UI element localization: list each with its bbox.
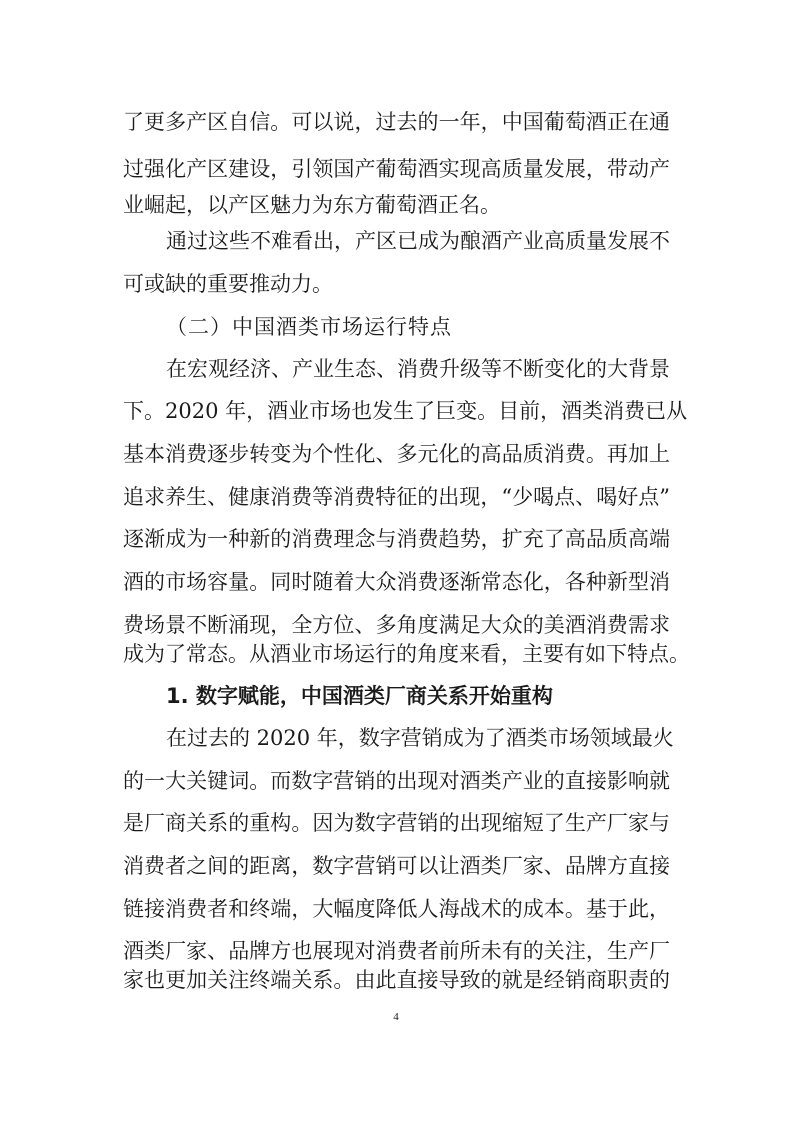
- paragraph-line: 可或缺的重要推动力。: [123, 272, 333, 296]
- paragraph-line: 追求养生、健康消费等消费特征的出现，“少喝点、喝好点”: [123, 485, 670, 509]
- page-number: 4: [393, 1011, 399, 1023]
- paragraph-line: 成为了常态。从酒业市场运行的角度来看，主要有如下特点。: [123, 642, 690, 666]
- paragraph-line: 链接消费者和终端，大幅度降低人海战术的成本。基于此，: [123, 897, 670, 921]
- paragraph-line: 在过去的 2020 年，数字营销成为了酒类市场领域最火: [166, 726, 674, 750]
- paragraph-line: 费场景不断涌现，全方位、多角度满足大众的美酒消费需求: [123, 613, 670, 637]
- section-heading: （二）中国酒类市场运行特点: [166, 315, 452, 339]
- paragraph-line: 酒类厂家、品牌方也展现对消费者前所未有的关注，生产厂: [123, 939, 670, 963]
- paragraph-line: 消费者之间的距离，数字营销可以让酒类厂家、品牌方直接: [123, 854, 670, 878]
- paragraph-line: 基本消费逐步转变为个性化、多元化的高品质消费。再加上: [123, 442, 670, 466]
- paragraph-line: 的一大关键词。而数字营销的出现对酒类产业的直接影响就: [123, 769, 670, 793]
- paragraph-line: 业崛起，以产区魅力为东方葡萄酒正名。: [123, 193, 501, 217]
- paragraph-line: 下。2020 年，酒业市场也发生了巨变。目前，酒类消费已从: [123, 399, 688, 423]
- subsection-heading: 1. 数字赋能，中国酒类厂商关系开始重构: [166, 684, 553, 708]
- paragraph-line: 通过这些不难看出，产区已成为酿酒产业高质量发展不: [166, 229, 670, 253]
- paragraph-line: 是厂商关系的重构。因为数字营销的出现缩短了生产厂家与: [123, 811, 670, 835]
- paragraph-line: 过强化产区建设，引领国产葡萄酒实现高质量发展，带动产: [123, 157, 670, 181]
- paragraph-line: 在宏观经济、产业生态、消费升级等不断变化的大背景: [166, 357, 670, 381]
- paragraph-line: 逐渐成为一种新的消费理念与消费趋势，扩充了高品质高端: [123, 527, 670, 551]
- paragraph-line: 家也更加关注终端关系。由此直接导致的就是经销商职责的: [123, 968, 670, 992]
- paragraph-line: 了更多产区自信。可以说，过去的一年，中国葡萄酒正在通: [123, 110, 670, 134]
- paragraph-line: 酒的市场容量。同时随着大众消费逐渐常态化，各种新型消: [123, 570, 670, 594]
